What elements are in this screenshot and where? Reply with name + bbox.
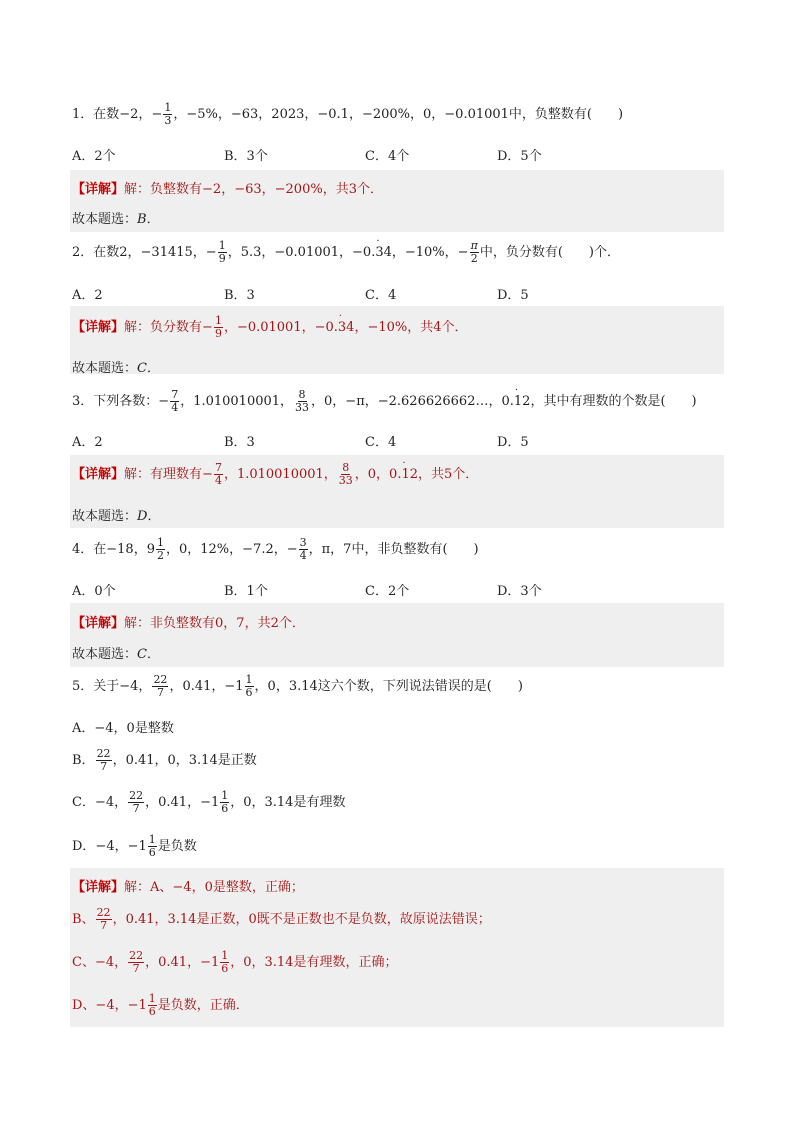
fraction: $\frac{22}{7}$ bbox=[153, 673, 168, 699]
q5-option-a: A．−4，0是整数 bbox=[72, 721, 174, 736]
fraction: $\frac{\pi}{2}$ bbox=[470, 239, 478, 265]
q3-option-d: D．5 bbox=[497, 435, 529, 450]
q2-answer: 【详解】解：负分数有− $\frac{1}{9}$ ，−0.01001，−0.· 34，−10%，共4个． bbox=[72, 315, 722, 340]
fraction: $\frac{8}{33}$ bbox=[295, 388, 310, 414]
question-2: 2．在数2，−31415，− $\frac{1}{9}$ ，5.3，−0.01001，−0.· 34，−10%，− $\frac{\pi}{2}$ 中，负分数有( )个． bbox=[72, 240, 722, 265]
fraction: $\frac{22}{7}$ bbox=[129, 949, 144, 975]
q2-choice: 故本题选：C． bbox=[72, 361, 160, 376]
q1-option-a: A．2个 bbox=[72, 149, 116, 164]
q5-option-d: D．−4，−1 $\frac{1}{6}$ 是负数 bbox=[72, 833, 197, 859]
q3-option-a: A．2 bbox=[72, 435, 103, 450]
q4-option-c: C．2个 bbox=[365, 584, 410, 599]
q4-option-a: A．0个 bbox=[72, 584, 116, 599]
q1-answer: 【详解】解：负整数有−2，−63，−200%，共3个． bbox=[72, 182, 383, 197]
q3-option-c: C．4 bbox=[365, 435, 397, 450]
fraction: $\frac{1}{6}$ bbox=[245, 673, 253, 699]
fraction: $\frac{7}{4}$ bbox=[214, 461, 222, 487]
q5-answer-b: B、 $\frac{22}{7}$ ，0.41，3.14是正数，0既不是正数也不是负数，故原说法错误； bbox=[72, 906, 491, 932]
q3-answer: 【详解】解：有理数有− $\frac{7}{4}$ ，1.010010001， $\frac{8}{33}$ ，0，0.· 12，共5个． bbox=[72, 462, 722, 487]
fraction: $\frac{1}{3}$ bbox=[164, 101, 172, 127]
fraction: $\frac{22}{7}$ bbox=[96, 747, 111, 773]
fraction: $\frac{8}{33}$ bbox=[338, 461, 353, 487]
question-3: 3．下列各数：− $\frac{7}{4}$ ，1.010010001， $\frac{8}{33}$ ，0，−π，−2.626626662…，0.· 12，其中有理数的个数是( ) bbox=[72, 389, 722, 414]
question-4: 4．在−18，9 $\frac{1}{2}$ ，0，12%，−7.2，− $\frac{3}{4}$ ，π，7中，非负整数有( ) bbox=[72, 536, 479, 562]
fraction: $\frac{1}{9}$ bbox=[218, 239, 226, 265]
q2-option-d: D．5 bbox=[497, 288, 529, 303]
q5-answer-a: 【详解】解：A、−4，0是整数，正确； bbox=[72, 880, 304, 895]
fraction: $\frac{1}{6}$ bbox=[221, 949, 229, 975]
q2-option-a: A．2 bbox=[72, 288, 103, 303]
q5-answer-d: D、−4，−1 $\frac{1}{6}$ 是负数，正确． bbox=[72, 992, 249, 1018]
fraction: $\frac{7}{4}$ bbox=[171, 388, 179, 414]
q3-choice: 故本题选：D． bbox=[72, 509, 161, 524]
q2-option-b: B．3 bbox=[224, 288, 255, 303]
q4-choice: 故本题选：C． bbox=[72, 647, 160, 662]
q4-option-d: D．3个 bbox=[497, 584, 542, 599]
q1-choice: 故本题选：B． bbox=[72, 212, 160, 227]
q1-option-c: C．4个 bbox=[365, 149, 410, 164]
q4-option-b: B．1个 bbox=[224, 584, 268, 599]
fraction: $\frac{22}{7}$ bbox=[96, 906, 111, 932]
question-1: 1．在数−2，− $\frac{1}{3}$ ，−5%，−63，2023，−0.1，−200%，0，−0.01001中，负整数有( ) bbox=[72, 101, 624, 127]
q5-answer-c: C、−4， $\frac{22}{7}$ ，0.41，−1 $\frac{1}{6}$ ，0，3.14是有理数，正确； bbox=[72, 949, 398, 975]
fraction: $\frac{22}{7}$ bbox=[129, 789, 144, 815]
fraction: $\frac{1}{6}$ bbox=[148, 992, 156, 1018]
fraction: $\frac{1}{2}$ bbox=[156, 536, 164, 562]
q4-answer: 【详解】解：非负整数有0，7，共2个． bbox=[72, 616, 305, 631]
fraction: $\frac{1}{6}$ bbox=[221, 789, 229, 815]
q1-option-d: D．5个 bbox=[497, 149, 542, 164]
q5-option-b: B． $\frac{22}{7}$ ，0.41，0，3.14是正数 bbox=[72, 747, 257, 773]
fraction: $\frac{1}{6}$ bbox=[148, 833, 156, 859]
fraction: $\frac{3}{4}$ bbox=[299, 536, 307, 562]
q3-option-b: B．3 bbox=[224, 435, 255, 450]
q5-option-c: C．−4， $\frac{22}{7}$ ，0.41，−1 $\frac{1}{6}$ ，0，3.14是有理数 bbox=[72, 789, 346, 815]
fraction: $\frac{1}{9}$ bbox=[214, 314, 222, 340]
q2-option-c: C．4 bbox=[365, 288, 397, 303]
question-5: 5．关于−4， $\frac{22}{7}$ ，0.41，−1 $\frac{1}{6}$ ，0，3.14这六个数，下列说法错误的是( ) bbox=[72, 673, 523, 699]
q1-option-b: B．3个 bbox=[224, 149, 268, 164]
